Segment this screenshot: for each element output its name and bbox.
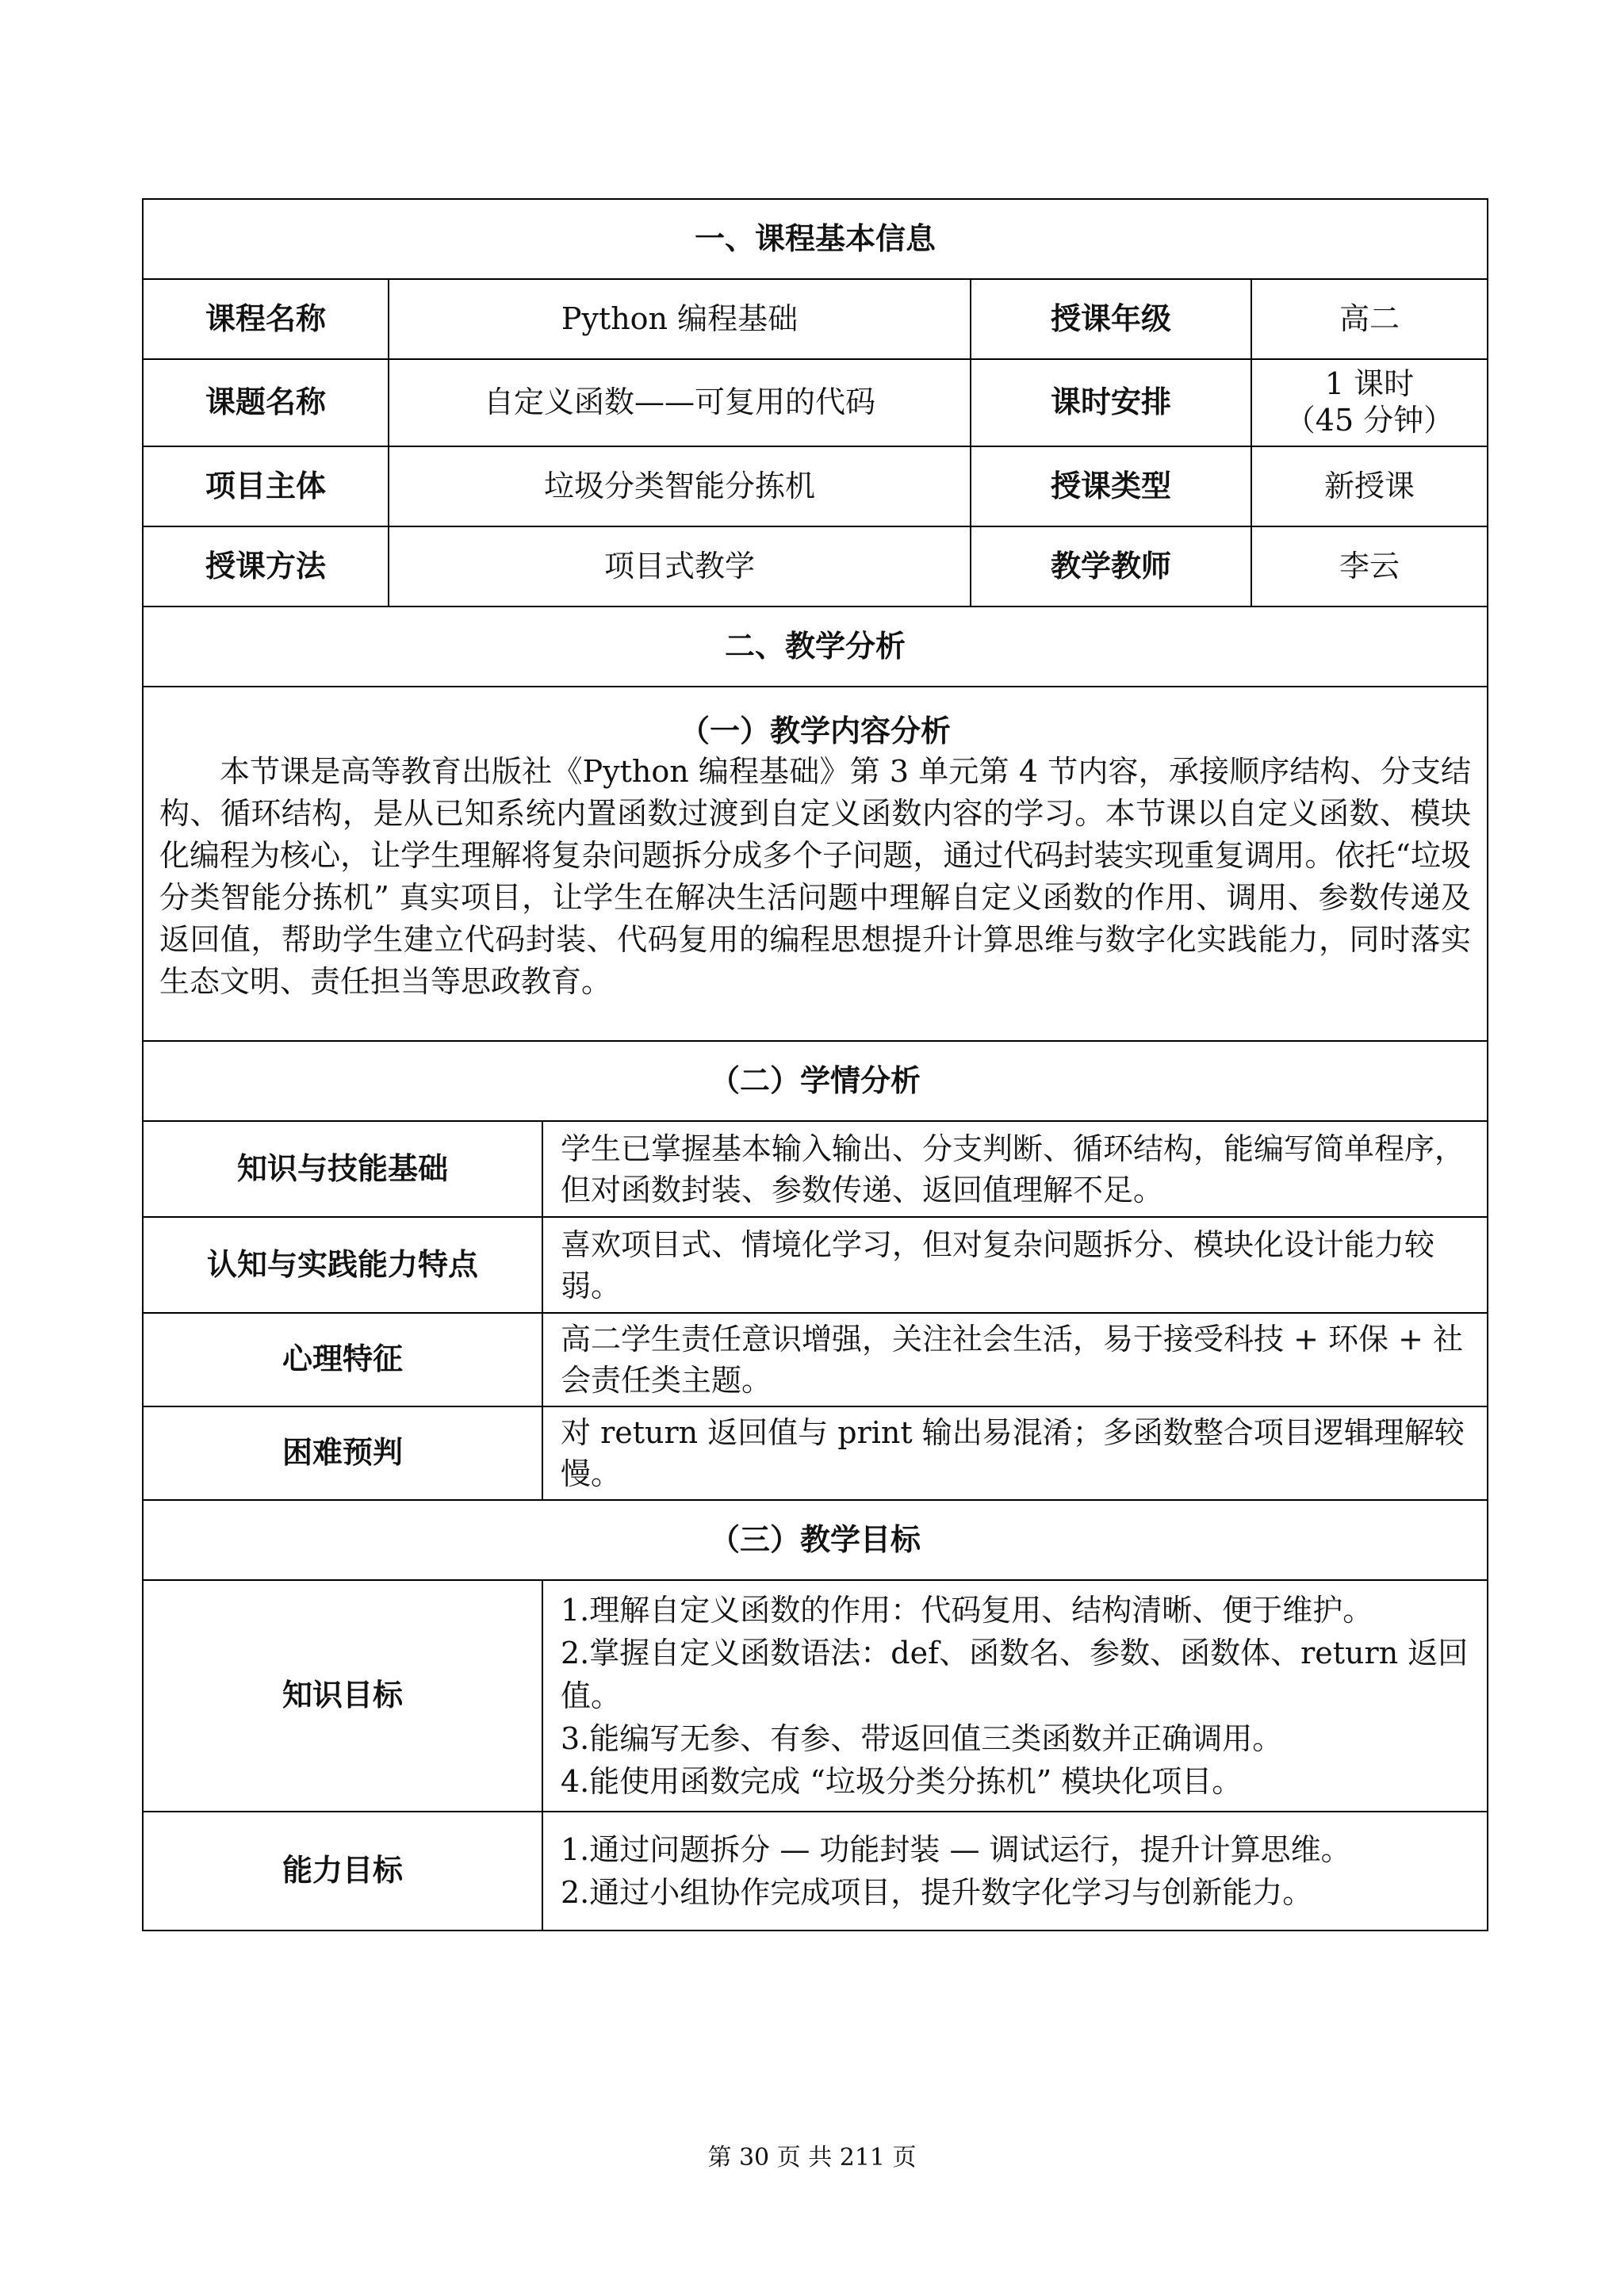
ability-objective-list (542, 1812, 1488, 1931)
info-label: 项目主体 (143, 446, 389, 526)
learner-label: 困难预判 (143, 1406, 542, 1500)
objective-row (143, 1812, 1488, 1931)
content-analysis-text: 本节课是高等教育出版社《Python 编程基础》第 3 单元第 4 节内容，承接顺序结构、分支结构、循环结构，是从已知系统内置函数过渡到自定义函数内容的学习。本节课以自定义函数、模块化编程为核心，让学生理解将复杂问题拆分成多个子问题，通过代码封装实现重复调用。依托“垃圾分类智能分拣机” 真实项目，让学生在解决生活问题中理解自定义函数的作用、调用、参数传递及返回值，帮助学生建立代码封装、代码复用的编程思想提升计算思维与数字化实践能力，同时落实生态文明、责任担当等思政教育。 (159, 754, 1471, 999)
learner-row (143, 1406, 1488, 1500)
objective-row (143, 1580, 1488, 1812)
info-row (143, 359, 1488, 446)
knowledge-objective-label: 知识目标 (143, 1580, 542, 1812)
info-label: 课程名称 (143, 279, 389, 359)
objective-item: 2.通过小组协作完成项目，提升数字化学习与创新能力。 (561, 1875, 1313, 1910)
learner-label: 心理特征 (143, 1313, 542, 1406)
objectives-title: （三）教学目标 (143, 1500, 1488, 1580)
objective-item: 2.掌握自定义函数语法：def、函数名、参数、函数体、return 返回值。 (561, 1636, 1469, 1713)
content-analysis-title: （一）教学内容分析 (679, 714, 951, 748)
info-row (143, 446, 1488, 526)
info-value: 垃圾分类智能分拣机 (389, 446, 971, 526)
lesson-plan-table (142, 198, 1488, 1931)
objective-item: 3.能编写无参、有参、带返回值三类函数并正确调用。 (561, 1721, 1283, 1756)
info-label: 课时安排 (971, 359, 1251, 446)
info-label: 授课类型 (971, 446, 1251, 526)
learner-label: 知识与技能基础 (143, 1121, 542, 1217)
learner-row (143, 1217, 1488, 1313)
info-row (143, 279, 1488, 359)
learner-text: 喜欢项目式、情境化学习，但对复杂问题拆分、模块化设计能力较弱。 (542, 1217, 1488, 1313)
info-value: 自定义函数——可复用的代码 (389, 359, 971, 446)
section-title-teaching-analysis: 二、教学分析 (143, 607, 1488, 687)
info-label: 授课方法 (143, 526, 389, 607)
objective-item: 4.能使用函数完成 “垃圾分类分拣机” 模块化项目。 (561, 1764, 1243, 1799)
info-value: 李云 (1251, 526, 1488, 607)
content-analysis-cell (143, 687, 1488, 1041)
page-footer: 第 30 页 共 211 页 (707, 2144, 917, 2172)
section-title-basic-info: 一、课程基本信息 (143, 199, 1488, 279)
learner-row (143, 1313, 1488, 1406)
class-minutes-line: （45 分钟） (1285, 403, 1454, 438)
learner-text: 学生已掌握基本输入输出、分支判断、循环结构，能编写简单程序，但对函数封装、参数传递、返回值理解不足。 (542, 1121, 1488, 1217)
objective-item: 1.通过问题拆分 — 功能封装 — 调试运行，提升计算思维。 (561, 1832, 1351, 1867)
class-hours-line: 1 课时 (1324, 366, 1415, 402)
info-row (143, 526, 1488, 607)
learner-row (143, 1121, 1488, 1217)
info-label: 授课年级 (971, 279, 1251, 359)
learner-text: 对 return 返回值与 print 输出易混淆；多函数整合项目逻辑理解较慢。 (542, 1406, 1488, 1500)
info-value: Python 编程基础 (389, 279, 971, 359)
info-value: 高二 (1251, 279, 1488, 359)
learner-analysis-title: （二）学情分析 (143, 1041, 1488, 1121)
learner-text: 高二学生责任意识增强，关注社会生活，易于接受科技 + 环保 + 社会责任类主题。 (542, 1313, 1488, 1406)
info-value: 项目式教学 (389, 526, 971, 607)
knowledge-objective-list (542, 1580, 1488, 1812)
info-value (1251, 359, 1488, 446)
info-label: 教学教师 (971, 526, 1251, 607)
learner-label: 认知与实践能力特点 (143, 1217, 542, 1313)
info-label: 课题名称 (143, 359, 389, 446)
info-value: 新授课 (1251, 446, 1488, 526)
objective-item: 1.理解自定义函数的作用：代码复用、结构清晰、便于维护。 (561, 1593, 1373, 1628)
ability-objective-label: 能力目标 (143, 1812, 542, 1931)
